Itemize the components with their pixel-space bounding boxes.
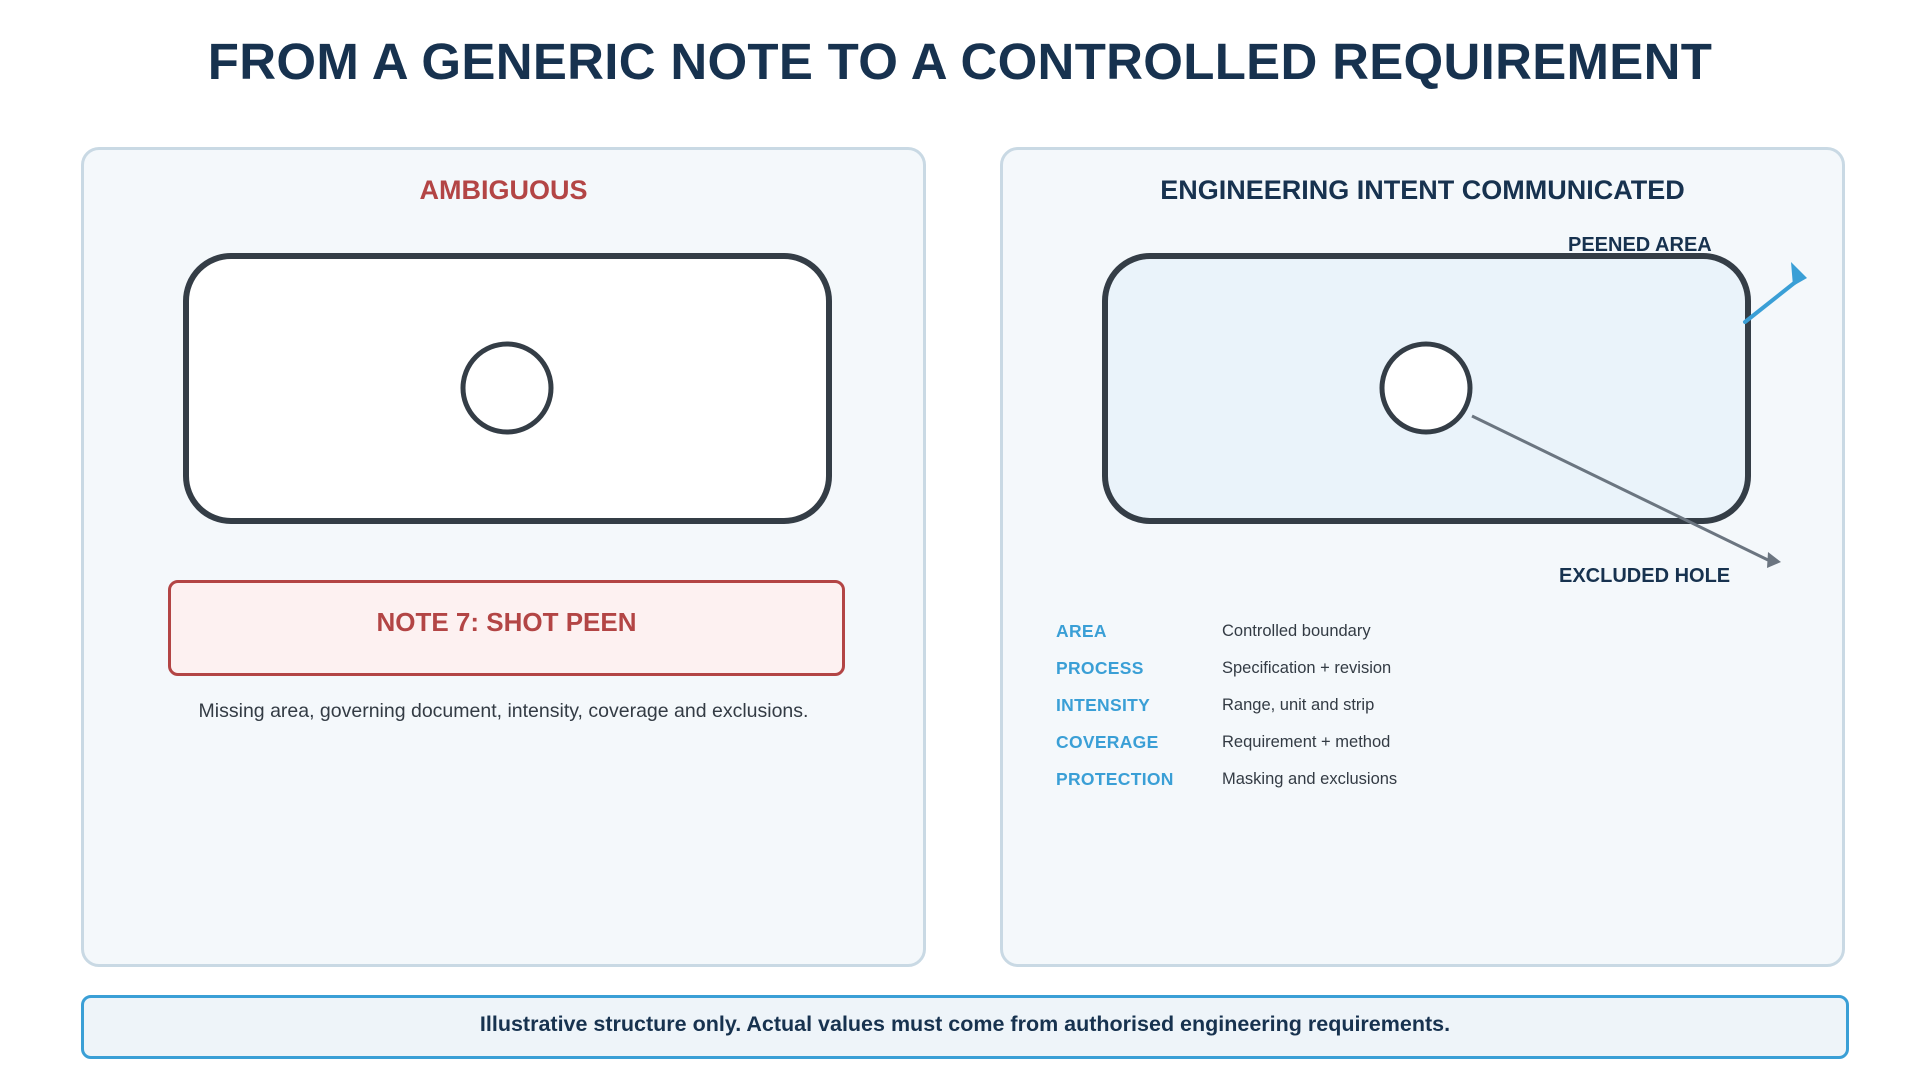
requirement-key: PROCESS — [1056, 658, 1144, 678]
requirement-row-area — [1056, 613, 1776, 650]
controlled-part-drawing — [1003, 150, 1848, 970]
requirement-key: AREA — [1056, 621, 1107, 641]
intent-heading: ENGINEERING INTENT COMMUNICATED — [1160, 175, 1685, 205]
requirement-value: Specification + revision — [1222, 659, 1392, 677]
requirement-key: PROTECTION — [1056, 769, 1174, 789]
peened-area-arrowhead — [1791, 262, 1807, 286]
page-title: FROM A GENERIC NOTE TO A CONTROLLED REQUIREMENT — [207, 33, 1713, 90]
peened-area-leader — [1745, 280, 1798, 322]
requirement-row-intensity — [1056, 687, 1776, 724]
requirement-value: Requirement + method — [1222, 733, 1391, 751]
ambiguous-heading: AMBIGUOUS — [419, 175, 588, 205]
intent-panel — [1000, 147, 1845, 967]
requirement-row-coverage — [1056, 724, 1776, 761]
requirement-row-process — [1056, 650, 1776, 687]
disclaimer-text: Illustrative structure only. Actual values must come from authorised engineering requirements. — [479, 1011, 1451, 1036]
requirement-value: Range, unit and strip — [1222, 696, 1375, 714]
requirement-key: INTENSITY — [1056, 695, 1151, 715]
ambiguous-panel — [81, 147, 926, 967]
requirements-list — [1056, 613, 1776, 798]
requirement-value: Masking and exclusions — [1222, 770, 1398, 788]
missing-info-caption: Missing area, governing document, intensity, coverage and exclusions. — [198, 700, 809, 722]
excluded-hole-arrowhead — [1767, 552, 1781, 568]
generic-note-text: NOTE 7: SHOT PEEN — [376, 606, 637, 637]
excluded-hole — [1382, 344, 1470, 432]
ambiguous-part-drawing — [84, 150, 929, 970]
requirement-row-protection — [1056, 761, 1776, 798]
peened-area-label: PEENED AREA — [1568, 234, 1712, 256]
disclaimer-banner — [81, 995, 1849, 1059]
requirement-key: COVERAGE — [1056, 732, 1159, 752]
generic-note-box — [168, 580, 845, 676]
requirement-value: Controlled boundary — [1222, 622, 1371, 640]
ambiguous-part-hole — [463, 344, 551, 432]
excluded-hole-label: EXCLUDED HOLE — [1559, 565, 1731, 587]
